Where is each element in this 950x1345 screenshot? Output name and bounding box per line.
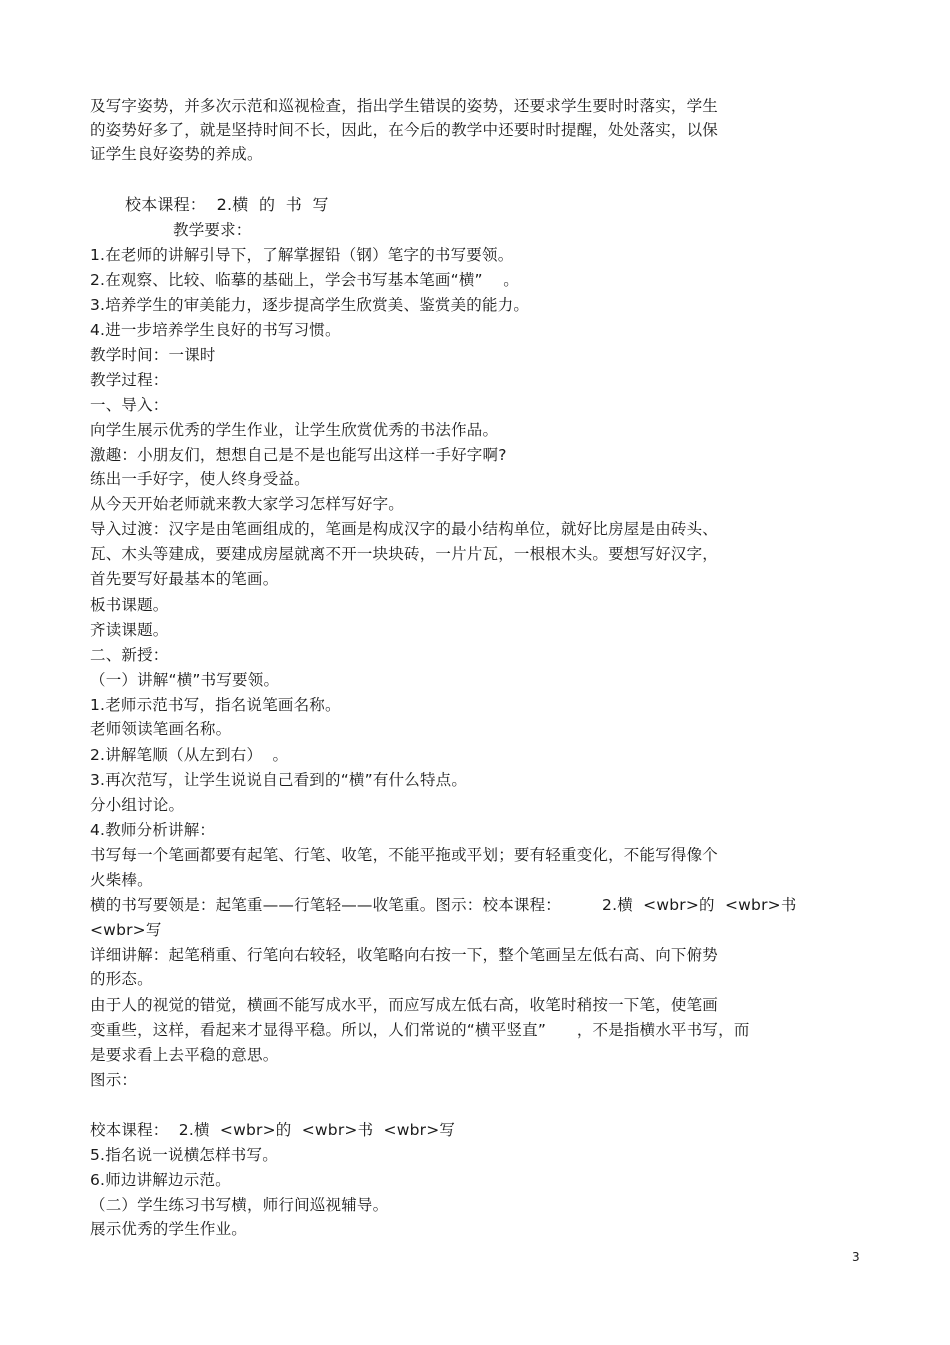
text-line: 一、导入： [90, 396, 169, 414]
text-line: 教学时间：一课时 [90, 346, 216, 364]
text-line: 详细讲解：起笔稍重、行笔向右较轻，收笔略向右按一下，整个笔画呈左低右高、向下俯势 [90, 946, 719, 964]
text-line: 火柴棒。 [90, 871, 153, 889]
text-line: （一）讲解“横”书写要领。 [90, 671, 280, 689]
text-line: 证学生良好姿势的养成。 [90, 145, 263, 163]
text-line: 3.再次范写，让学生说说自己看到的“横”有什么特点。 [90, 771, 468, 789]
text-line: 展示优秀的学生作业。 [90, 1220, 248, 1238]
text-line: 从今天开始老师就来教大家学习怎样写好字。 [90, 495, 405, 513]
page-number: 3 [852, 1250, 860, 1264]
text-line: 分小组讨论。 [90, 796, 185, 814]
text-line: 老师领读笔画名称。 [90, 720, 232, 738]
text-line: 导入过渡：汉字是由笔画组成的，笔画是构成汉字的最小结构单位，就好比房屋是由砖头、 [90, 520, 719, 538]
text-line: 2.在观察、比较、临摹的基础上，学会书写基本笔画“横” 。 [90, 271, 519, 289]
text-line: <wbr>写 [90, 921, 162, 939]
text-line: 的姿势好多了，就是坚持时间不长，因此，在今后的教学中还要时时提醒，处处落实，以保 [90, 121, 719, 139]
text-line: 教学过程： [90, 371, 169, 389]
section-heading: 教学要求： [173, 221, 252, 239]
text-line: 的形态。 [90, 970, 153, 988]
text-line: 首先要写好最基本的笔画。 [90, 570, 279, 588]
text-line: 激趣：小朋友们，想想自己是不是也能写出这样一手好字啊? [90, 446, 507, 464]
text-line: （二）学生练习书写横，师行间巡视辅导。 [90, 1196, 389, 1214]
text-line: 5.指名说一说横怎样书写。 [90, 1146, 278, 1164]
text-line: 二、新授： [90, 646, 169, 664]
text-line: 及写字姿势，并多次示范和巡视检查，指出学生错误的姿势，还要求学生要时时落实，学生 [90, 97, 719, 115]
text-line: 由于人的视觉的错觉，横画不能写成水平，而应写成左低右高，收笔时稍按一下笔，使笔画 [90, 996, 719, 1014]
text-line: 练出一手好字，使人终身受益。 [90, 470, 310, 488]
text-line: 4.进一步培养学生良好的书写习惯。 [90, 321, 341, 339]
text-line: 3.培养学生的审美能力，逐步提高学生欣赏美、鉴赏美的能力。 [90, 296, 530, 314]
text-line: 1.老师示范书写，指名说笔画名称。 [90, 696, 341, 714]
text-line: 图示： [90, 1071, 138, 1089]
text-line: 6.师边讲解边示范。 [90, 1171, 231, 1189]
text-line: 2.讲解笔顺（从左到右） 。 [90, 746, 289, 764]
text-line: 向学生展示优秀的学生作业，让学生欣赏优秀的书法作品。 [90, 421, 499, 439]
lesson-title: 校本课程： 2.横 的 书 写 [125, 195, 329, 214]
text-line: 瓦、木头等建成，要建成房屋就离不开一块块砖，一片片瓦，一根根木头。要想写好汉字， [90, 545, 719, 563]
text-line: 1.在老师的讲解引导下，了解掌握铅（钢）笔字的书写要领。 [90, 246, 514, 264]
text-line: 书写每一个笔画都要有起笔、行笔、收笔，不能平拖或平划；要有轻重变化，不能写得像个 [90, 846, 719, 864]
text-line: 板书课题。 [90, 596, 169, 614]
text-line: 是要求看上去平稳的意思。 [90, 1046, 279, 1064]
text-line: 齐读课题。 [90, 621, 169, 639]
text-line: 变重些，这样，看起来才显得平稳。所以，人们常说的“横平竖直” ，不是指横水平书写，而 [90, 1021, 750, 1039]
text-line: 4.教师分析讲解： [90, 821, 216, 839]
text-line: 校本课程： 2.横 <wbr>的 <wbr>书 <wbr>写 [90, 1121, 456, 1139]
text-line: 横的书写要领是：起笔重——行笔轻——收笔重。图示：校本课程： 2.横 <wbr>的 <wbr>书 [90, 896, 797, 914]
